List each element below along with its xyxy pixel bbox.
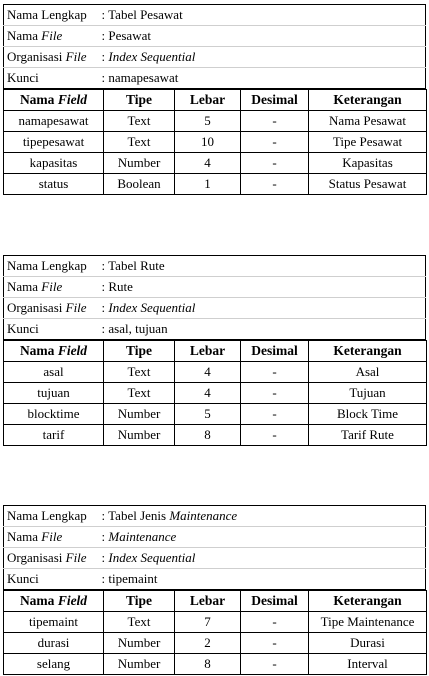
cell-field-name: tipemaint [4, 612, 104, 633]
table-row [4, 383, 427, 404]
meta-colon: : [101, 508, 109, 523]
meta-label-text: Nama Lengkap [7, 508, 87, 523]
cell-keterangan: Tipe Maintenance [309, 612, 427, 633]
meta-value [99, 506, 426, 527]
header-lebar: Lebar [175, 341, 241, 362]
meta-colon: : [101, 7, 109, 22]
meta-value-italic: Maintenance [108, 529, 177, 544]
meta-value [99, 47, 426, 68]
meta-value [99, 26, 426, 47]
cell-desimal: - [241, 404, 309, 425]
meta-row [4, 256, 426, 277]
meta-label [4, 26, 99, 47]
meta-row [4, 298, 426, 319]
spec-fields [3, 89, 427, 195]
cell-field-name: status [4, 174, 104, 195]
header-nama-field [4, 341, 104, 362]
cell-field-name: asal [4, 362, 104, 383]
header-row [4, 591, 427, 612]
cell-tipe: Text [104, 132, 175, 153]
meta-label [4, 548, 99, 569]
header-row [4, 341, 427, 362]
spec-table-2 [3, 255, 426, 446]
header-nama-field [4, 90, 104, 111]
meta-value [99, 548, 426, 569]
meta-value-italic: Index Sequential [108, 550, 196, 565]
meta-row [4, 5, 426, 26]
meta-label-text: Organisasi [7, 300, 66, 315]
meta-label [4, 5, 99, 26]
header-desimal: Desimal [241, 341, 309, 362]
cell-tipe: Number [104, 633, 175, 654]
header-desimal: Desimal [241, 591, 309, 612]
meta-label-italic: File [41, 529, 63, 544]
cell-lebar: 8 [175, 425, 241, 446]
meta-colon: : [101, 28, 109, 43]
meta-row [4, 527, 426, 548]
cell-lebar: 7 [175, 612, 241, 633]
cell-field-name: selang [4, 654, 104, 675]
cell-lebar: 8 [175, 654, 241, 675]
cell-desimal: - [241, 153, 309, 174]
meta-colon: : [101, 258, 109, 273]
meta-label-text: Nama [7, 279, 42, 294]
cell-tipe: Text [104, 383, 175, 404]
cell-keterangan: Status Pesawat [309, 174, 427, 195]
cell-tipe: Text [104, 362, 175, 383]
meta-row [4, 68, 426, 89]
cell-keterangan: Tipe Pesawat [309, 132, 427, 153]
cell-desimal: - [241, 612, 309, 633]
header-field-italic: Field [57, 593, 88, 608]
cell-tipe: Number [104, 654, 175, 675]
cell-field-name: kapasitas [4, 153, 104, 174]
cell-keterangan: Block Time [309, 404, 427, 425]
table-row [4, 111, 427, 132]
meta-row [4, 47, 426, 68]
cell-lebar: 4 [175, 383, 241, 404]
spec-table-3 [3, 505, 426, 675]
header-desimal: Desimal [241, 90, 309, 111]
meta-row [4, 548, 426, 569]
meta-label [4, 527, 99, 548]
cell-keterangan: Asal [309, 362, 427, 383]
cell-desimal: - [241, 633, 309, 654]
header-nama-text: Nama [19, 593, 58, 608]
header-nama-field [4, 591, 104, 612]
header-lebar: Lebar [175, 90, 241, 111]
meta-label-italic: File [41, 279, 63, 294]
table-row [4, 362, 427, 383]
meta-label-italic: File [65, 550, 87, 565]
spec-meta [3, 255, 426, 340]
meta-colon: : [101, 321, 109, 336]
cell-lebar: 1 [175, 174, 241, 195]
meta-label-text: Nama [7, 28, 42, 43]
spec-fields [3, 340, 427, 446]
cell-desimal: - [241, 111, 309, 132]
meta-row [4, 319, 426, 340]
header-keterangan: Keterangan [309, 591, 427, 612]
spec-meta [3, 505, 426, 590]
meta-value [99, 569, 426, 590]
cell-keterangan: Tarif Rute [309, 425, 427, 446]
cell-field-name: namapesawat [4, 111, 104, 132]
meta-value [99, 298, 426, 319]
meta-colon: : [101, 70, 109, 85]
cell-keterangan: Interval [309, 654, 427, 675]
meta-value [99, 256, 426, 277]
meta-label-text: Kunci [7, 571, 39, 586]
table-row [4, 425, 427, 446]
header-lebar: Lebar [175, 591, 241, 612]
meta-label-italic: File [41, 28, 63, 43]
meta-value-italic: Maintenance [169, 508, 238, 523]
meta-colon: : [101, 49, 109, 64]
meta-value-italic: Index Sequential [108, 300, 196, 315]
meta-value [99, 527, 426, 548]
header-row [4, 90, 427, 111]
cell-tipe: Number [104, 153, 175, 174]
cell-desimal: - [241, 174, 309, 195]
cell-lebar: 5 [175, 404, 241, 425]
meta-label-italic: File [65, 49, 87, 64]
cell-keterangan: Tujuan [309, 383, 427, 404]
meta-label-text: Kunci [7, 321, 39, 336]
cell-tipe: Boolean [104, 174, 175, 195]
header-tipe: Tipe [104, 90, 175, 111]
table-row [4, 404, 427, 425]
cell-lebar: 5 [175, 111, 241, 132]
meta-colon: : [101, 550, 109, 565]
meta-label [4, 506, 99, 527]
meta-row [4, 569, 426, 590]
spec-fields [3, 590, 427, 675]
meta-value-text: Tabel Jenis [108, 508, 170, 523]
meta-label-text: Organisasi [7, 550, 66, 565]
meta-label [4, 298, 99, 319]
meta-label [4, 319, 99, 340]
cell-tipe: Text [104, 612, 175, 633]
meta-label-italic: File [65, 300, 87, 315]
meta-label-text: Kunci [7, 70, 39, 85]
cell-tipe: Text [104, 111, 175, 132]
table-row [4, 612, 427, 633]
meta-label [4, 277, 99, 298]
cell-tipe: Number [104, 425, 175, 446]
meta-colon: : [101, 279, 109, 294]
meta-value-text: Tabel Pesawat [108, 7, 183, 22]
meta-value [99, 319, 426, 340]
cell-keterangan: Durasi [309, 633, 427, 654]
meta-value [99, 5, 426, 26]
table-row [4, 174, 427, 195]
header-tipe: Tipe [104, 341, 175, 362]
cell-desimal: - [241, 425, 309, 446]
cell-field-name: tipepesawat [4, 132, 104, 153]
meta-label [4, 47, 99, 68]
meta-row [4, 26, 426, 47]
table-row [4, 153, 427, 174]
meta-row [4, 506, 426, 527]
cell-desimal: - [241, 383, 309, 404]
meta-value-text: namapesawat [108, 70, 179, 85]
meta-label [4, 68, 99, 89]
meta-colon: : [101, 571, 109, 586]
cell-keterangan: Nama Pesawat [309, 111, 427, 132]
meta-value-text: asal, tujuan [108, 321, 168, 336]
header-keterangan: Keterangan [309, 341, 427, 362]
cell-desimal: - [241, 654, 309, 675]
meta-value-text: Pesawat [108, 28, 151, 43]
meta-value [99, 277, 426, 298]
meta-row [4, 277, 426, 298]
meta-colon: : [101, 300, 109, 315]
meta-colon: : [101, 529, 109, 544]
header-nama-text: Nama [19, 343, 58, 358]
table-row [4, 633, 427, 654]
header-field-italic: Field [57, 343, 88, 358]
meta-value [99, 68, 426, 89]
cell-lebar: 10 [175, 132, 241, 153]
meta-label [4, 569, 99, 590]
meta-value-text: Tabel Rute [108, 258, 165, 273]
header-keterangan: Keterangan [309, 90, 427, 111]
spec-table-1 [3, 4, 426, 195]
spec-meta [3, 4, 426, 89]
cell-lebar: 2 [175, 633, 241, 654]
header-nama-text: Nama [19, 92, 58, 107]
cell-field-name: durasi [4, 633, 104, 654]
header-field-italic: Field [57, 92, 88, 107]
cell-field-name: tarif [4, 425, 104, 446]
header-tipe: Tipe [104, 591, 175, 612]
meta-label-text: Organisasi [7, 49, 66, 64]
table-row [4, 654, 427, 675]
meta-label [4, 256, 99, 277]
meta-value-italic: Index Sequential [108, 49, 196, 64]
meta-label-text: Nama Lengkap [7, 258, 87, 273]
cell-desimal: - [241, 132, 309, 153]
cell-lebar: 4 [175, 153, 241, 174]
meta-label-text: Nama Lengkap [7, 7, 87, 22]
meta-label-text: Nama [7, 529, 42, 544]
cell-lebar: 4 [175, 362, 241, 383]
cell-desimal: - [241, 362, 309, 383]
cell-field-name: tujuan [4, 383, 104, 404]
cell-keterangan: Kapasitas [309, 153, 427, 174]
cell-field-name: blocktime [4, 404, 104, 425]
cell-tipe: Number [104, 404, 175, 425]
meta-value-text: Rute [108, 279, 133, 294]
meta-value-text: tipemaint [108, 571, 158, 586]
table-row [4, 132, 427, 153]
